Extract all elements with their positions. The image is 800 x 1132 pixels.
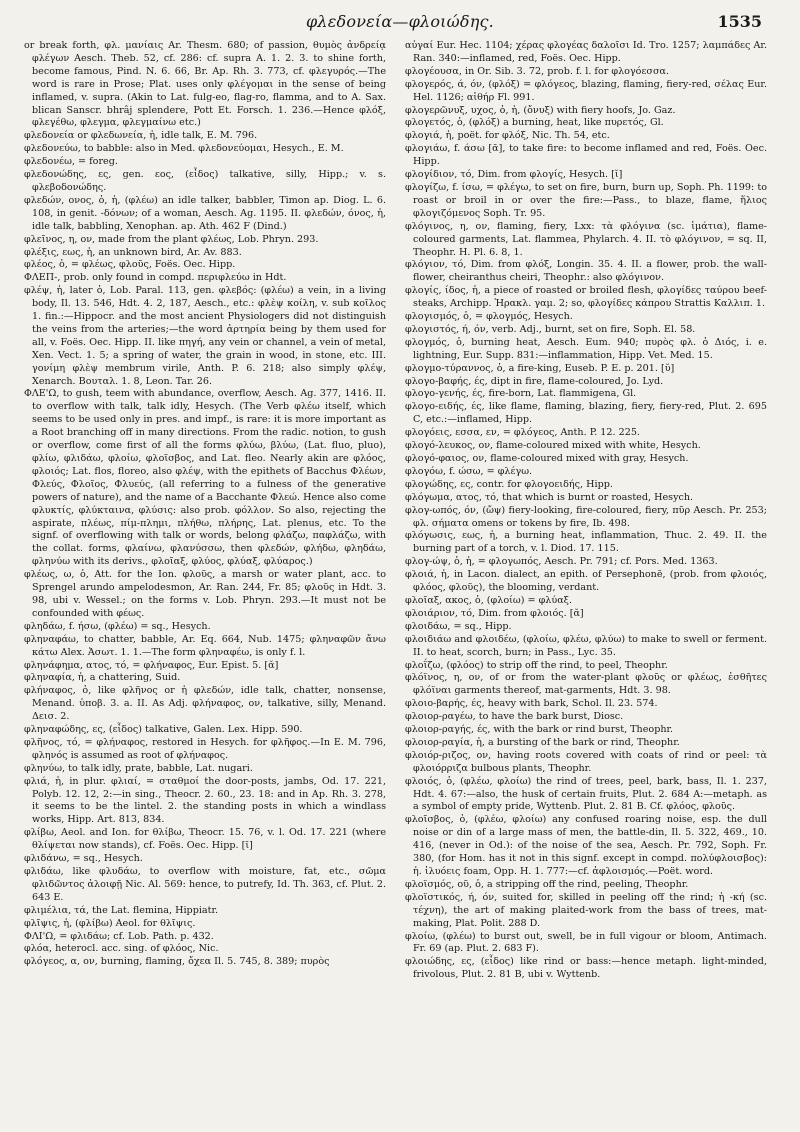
dictionary-entry: φλόα, heterocl. acc. sing. of φλόος, Nic. <box>24 943 219 955</box>
page-number: 1535 <box>717 12 762 31</box>
dictionary-entry: φλέξις, εως, ἡ, an unknown bird, Ar. Av. 883. <box>24 246 242 258</box>
dictionary-entry: φλέος, ὁ, = φλέως, φλοῦς, Foës. Oec. Hipp. <box>24 259 236 271</box>
dictionary-entry: φλόγωσις, εως, ἡ, a burning heat, inflammation, Thuc. 2. 49. II. the burning part of a torch, v. l. Diod. 17. 115. <box>405 530 767 555</box>
dictionary-entry: φλοιορ-ραγής, ές, with the bark or rind burst, Theophr. <box>405 724 674 736</box>
dictionary-entry: φλογετός, ὁ, (φλόξ) a burning, heat, like πυρετός, Gl. <box>405 117 664 129</box>
dictionary-entry: φλογ-ώψ, ὁ, ἡ, = φλογωπός, Aesch. Pr. 791; cf. Pors. Med. 1363. <box>405 556 718 568</box>
running-head: φλεδονεία—φλοιώδης. <box>306 12 494 31</box>
dictionary-entry: φλεδονεία or φλεδωνεία, ἡ, idle talk, E. M. 796. <box>24 130 258 142</box>
dictionary-entry: φλογόεις, εσσα, εν, = φλόγεος, Anth. P. 12. 225. <box>405 427 640 439</box>
dictionary-entry: φληνύω, to talk idly, prate, babble, Lat. nugari. <box>24 762 253 774</box>
dictionary-entry: φλογμός, ὁ, burning heat, Aesch. Eum. 940; πυρὸς φλ. ὁ Διός, i. e. lightning, Eur. Supp. 831:—inflammation, Hipp. Vet. Med. 15. <box>405 336 767 361</box>
dictionary-entry: φλογόω, f. ώσω, = φλέγω. <box>405 465 533 477</box>
dictionary-entry: φλεδονώδης, ες, gen. εος, (εἶδος) talkative, silly, Hipp.; v. s. φλεβοδονώδης. <box>24 169 386 193</box>
dictionary-entry: φληδάω, f. ήσω, (φλέω) = sq., Hesych. <box>24 620 211 632</box>
dictionary-entry: φλοῖσβος, ὁ, (φλέω, φλοίω) any confused roaring noise, esp. the dull noise or din of a large mass of men, the battle-din, Il. 5. 322, 469., 10. 416, (never in Od.): of the noise of the sea, Aesch. Pr. 792, Soph. Fr. 380, (for Hom. has it not in this signf. except in compd. πολύφλοισβος): ἡ. ἰλυόεις foam, Opp. H. 1. 777:—cf. ἀφλοισμός.—Poët. word. <box>405 814 767 877</box>
dictionary-entry: φλογιστός, ή, όν, verb. Adj., burnt, set on fire, Soph. El. 58. <box>405 323 696 335</box>
dictionary-entry: φλογιά, ἡ, poët. for φλόξ, Nic. Th. 54, etc. <box>405 130 610 142</box>
dictionary-entry: φλεδών, ονος, ὁ, ἡ, (φλέω) an idle talker, babbler, Timon ap. Diog. L. 6. 108, in genit. -δόνων; of a woman, Aesch. Ag. 1195. II. φλεδών, όνος, ἡ, idle talk, babbling, Xenophan. ap. Ath. 462 F (Dind.) <box>24 194 386 232</box>
dictionary-entry: φλοιορ-ραγέω, to have the bark burst, Diosc. <box>405 711 624 723</box>
dictionary-entry: φλοιο-βαρής, ές, heavy with bark, Schol. Il. 23. 574. <box>405 698 658 710</box>
dictionary-entry: φλοΐζω, (φλόος) to strip off the rind, to peel, Theophr. <box>405 659 668 671</box>
dictionary-entry: φλογώδης, ες, contr. for φλογοειδής, Hipp. <box>405 478 613 490</box>
dictionary-entry: φλῆνος, τό, = φλήναφος, restored in Hesych. for φλῆφος.—In E. M. 796, φληνός is assumed as root of φλήναφος. <box>24 736 386 761</box>
dictionary-entry: φλοιόρ-ριζος, ον, having roots covered with coats of rind or peel: τὰ φλοιόρριζα bulbous plants, Theophr. <box>405 749 767 774</box>
dictionary-entry: φλέψ, ἡ, later ὁ, Lob. Paral. 113, gen. φλεβός: (φλέω) a vein, in a living body, Il. 13. 546, Hdt. 4. 2, 187, Aesch., etc.: φλὲψ κοίλη, v. sub κοῖλος 1. fin.:—Hippocr. and the most ancient Physiologers did not distinguish the veins from the arteries;—the word ἀρτηρία being by them used for all, v. Foës. Oec. Hipp. II. like πηγή, any vein or channel, a vein of metal, Xen. Vect. 1. 5; a spring of water, the grain in wood, in stone, etc. III. γονίμη φλὲψ membrum virile, Anth. P. 6. 218; also simply φλέψ, Xenarch. Βουταλ. 1. 8, Leon. Tar. 26. <box>24 285 386 387</box>
dictionary-entry: φλοίω, (φλέω) to burst out, swell, be in full vigour or bloom, Antimach. Fr. 69 (ap. Plut. 2. 683 F). <box>405 930 767 955</box>
dictionary-entry: φλιμέλια, τά, the Lat. flemina, Hippiatr. <box>24 904 219 916</box>
left-column <box>24 40 386 1120</box>
dictionary-entry: φλογισμός, ὁ, = φλογμός, Hesych. <box>405 311 573 323</box>
dictionary-entry: φλογο-βαφής, ές, dipt in fire, flame-coloured, Jo. Lyd. <box>405 375 664 387</box>
dictionary-entry: φλόγιον, τό, Dim. from φλόξ, Longin. 35. 4. II. a flower, prob. the wall-flower, cheiranthus cheiri, Theophr.: also φλόγινον. <box>405 259 767 284</box>
dictionary-entry: φλοιώδης, ες, (εἶδος) like rind or bass:—hence metaph. light-minded, frivolous, Plut. 2. 81 B, ubi v. Wyttenb. <box>405 956 767 981</box>
dictionary-entry: φλοιδάω, = sq., Hipp. <box>405 620 512 632</box>
dictionary-entry: φλογερῶνυξ, υχος, ὁ, ἡ, (ὄνυξ) with fiery hoofs, Jo. Gaz. <box>405 104 676 116</box>
dictionary-entry: φλεδονεύω, to babble: also in Med. φλεδονεύομαι, Hesych., E. M. <box>24 143 344 155</box>
dictionary-entry: φλοϊσμός, οῦ, ὁ, a stripping off the rind, peeling, Theophr. <box>405 878 689 890</box>
dictionary-entry: φλογίζω, f. ίσω, = φλέγω, to set on fire, burn, burn up, Soph. Ph. 1199: to roast or broil in or over the fire:—Pass., to blaze, flame, ἥλιος φλογιζόμενος Soph. Tr. 95. <box>405 181 767 219</box>
dictionary-entry: φληνάφημα, ατος, τό, = φλήναφος, Eur. Epist. 5. [ᾰ] <box>24 659 279 671</box>
dictionary-entry: φλήναφος, ὁ, like φλῆνος or ἡ φλεδών, idle talk, chatter, nonsense, Menand. ὑποβ. 3. a. II. As Adj. φλήναφος, ον, talkative, silly, Menand. Δεισ. 2. <box>24 685 386 723</box>
dictionary-entry: ΦΛΕΠ-, prob. only found in compd. περιφλεύω in Hdt. <box>24 272 287 284</box>
dictionary-entry: φλέως, ω, ὁ, Att. for the Ion. φλοῦς, a marsh or water plant, acc. to Sprengel arundo ampelodesmon, Ar. Ran. 244, Fr. 85; φλοῦς in Hdt. 3. 98, ubi v. Wessel.; on the forms v. Lob. Phryn. 293.—It must not be confounded with φέως. <box>24 569 386 619</box>
dictionary-entry: φλίβω, Aeol. and Ion. for θλίβω, Theocr. 15. 76, v. l. Od. 17. 221 (where θλίψεται now stands), cf. Foës. Oec. Hipp. [ῑ] <box>24 827 386 852</box>
dictionary-entry: αὐγαί Eur. Hec. 1104; χέρας φλογέας δαλοῖσι Id. Tro. 1257; λαμπάδες Ar. Ran. 340:—inflamed, red, Foës. Oec. Hipp. <box>405 40 767 64</box>
dictionary-entry: φλόγινος, η, ον, flaming, fiery, Lxx: τὰ φλόγινα (sc. ἱμάτια), flame-coloured garments, Lat. flammea, Phylarch. 4. II. τὸ φλόγινον, = sq. II, Theophr. H. Pl. 6. 8, 1. <box>405 220 767 258</box>
dictionary-entry: φλογο-γενής, ές, fire-born, Lat. flammigena, Gl. <box>405 388 637 400</box>
dictionary-entry: φλεῖνος, η, ον, made from the plant φλέως, Lob. Phryn. 293. <box>24 233 319 245</box>
dictionary-entry: φλογ-ωπός, όν, (ὤψ) fiery-looking, fire-coloured, fiery, πῦρ Aesch. Pr. 253; φλ. σήματα omens or tokens by fire, Ib. 498. <box>405 504 767 529</box>
dictionary-entry: φλοιά, ἡ, in Lacon. dialect, an epith. of Persephonē, (prob. from φλοιός, φλόος, φλοῦς), the blooming, verdant. <box>405 569 767 594</box>
dictionary-entry: φλιδάνω, = sq., Hesych. <box>24 853 143 865</box>
dictionary-entry: φλογο-ειδής, ές, like flame, flaming, blazing, fiery, fiery-red, Plut. 2. 695 C, etc.:—inflamed, Hipp. <box>405 401 767 426</box>
dictionary-entry: ΦΛΙ'Ω, = φλιδάω; cf. Lob. Path. p. 432. <box>24 930 214 942</box>
dictionary-entry: φλογό-φαιος, ον, flame-coloured mixed with gray, Hesych. <box>405 453 689 464</box>
dictionary-entry: φλοῖαξ, ακος, ὁ, (φλοίω) = φλύαξ. <box>405 594 573 606</box>
dictionary-entry: φληναφάω, to chatter, babble, Ar. Eq. 664, Nub. 1475; φληναφῶν ἄνω κάτω Alex. Ἀσωτ. 1. 1.—The form φληναφέω, is only f. l. <box>24 633 386 658</box>
page-header <box>0 10 800 34</box>
dictionary-entry: φλογιάω, f. άσω [ᾱ], to take fire: to become inflamed and red, Foës. Oec. Hipp. <box>405 143 767 168</box>
dictionary-entry: ΦΛΕ'Ω, to gush, teem with abundance, overflow, Aesch. Ag. 377, 1416. II. to overflow with talk, talk idly, Hesych. (The Verb φλέω itself, which seems to be used only in pres. and impf., is rare: it is more important as a Root branching off in many directions. From the radic. notion, to gush or overflow, come first of all the forms φλύω, βλύω, (Lat. fluo, pluo), φλίω, φλιδάω, φλοίω, φλοῖσβος, and Lat. fleo. Nearly akin are φλόος, φλοιός; Lat. flos, floreo, also φλέψ, with the epithets of Bacchus Φλέων, Φλεύς, Φλοῖος, Φλυεύς, (all referring to a fulness of the generative powers of nature), and the name of a Bacchante Φλεώ. Hence also come φλυκτίς, φλύκταινα, φλύσις: also prob. φόλλον. So also, rejecting the aspirate, πλέως, πίμ-πλημι, πλήθω, πλήρης, Lat. plenus, etc. To the signf. of overflowing with talk or words, belong φλάζω, παφλάζω, with the collat. forms, φλαίνω, φλανύσσω, then φλεδών, φλήδω, φληδάω, φληνύω with its derivs., φλοῖαξ, φλύος, φλύαξ, φλύαρος.) <box>24 388 386 568</box>
dictionary-entry: φλιά, ἡ, in plur. φλιαί, = σταθμοί the door-posts, jambs, Od. 17. 221, Polyb. 12. 12, 2:—in sing., Theocr. 2. 60., 23. 18: and in Ap. Rh. 3. 278, it seems to be the lintel. 2. the standing posts in which a windlass works, Hipp. Art. 813, 834. <box>24 775 386 826</box>
dictionary-entry: φλόγεος, α, ον, burning, flaming, ὄχεα Il. 5. 745, 8. 389; πυρὸς <box>24 956 330 968</box>
dictionary-entry: φλεδονέω, = foreg. <box>24 156 118 168</box>
dictionary-entry: φλοιός, ὁ, (φλέω, φλοίω) the rind of trees, peel, bark, bass, Il. 1. 237, Hdt. 4. 67:—also, the husk of certain fruits, Plut. 2. 684 A:—metaph. as a symbol of empty pride, Wyttenb. Plut. 2. 81 B. Cf. φλόος, φλοῦς. <box>405 775 767 813</box>
dictionary-entry: φληναφία, ἡ, a chattering, Suid. <box>24 672 181 684</box>
dictionary-entry: φλογίδιον, τό, Dim. from φλογίς, Hesych. [ῐ] <box>405 169 623 181</box>
dictionary-entry: φλιδάω, like φλυδάω, to overflow with moisture, fat, etc., σῶμα φλιδῶντος ἀλοιφῇ Nic. Al. 569: hence, to putrefy, Id. Th. 363, cf. Plut. 2. 643 E. <box>24 866 386 903</box>
dictionary-entry: φλοιορ-ραγία, ἡ, a bursting of the bark or rind, Theophr. <box>405 736 680 748</box>
dictionary-entry: φλοιάριον, τό, Dim. from φλοιός. [ᾰ] <box>405 607 584 619</box>
dictionary-entry: φληναφώδης, ες, (εἶδος) talkative, Galen. Lex. Hipp. 590. <box>24 724 303 736</box>
dictionary-entry: φλογερός, ά, όν, (φλόξ) = φλόγεος, blazing, flaming, fiery-red, σέλας Eur. Hel. 1126; αἰθήρ Fl. 991. <box>405 78 767 103</box>
dictionary-entry: φλῖψις, ἡ, (φλίβω) Aeol. for θλῖψις. <box>24 917 196 929</box>
dictionary-entry: φλοιδιάω and φλοιδέω, (φλοίω, φλέω, φλύω) to make to swell or ferment. II. to heat, scorch, burn; in Pass., Lyc. 35. <box>405 633 767 658</box>
dictionary-entry: φλογέουσα, in Or. Sib. 3. 72, prob. f. l. for φλογόεσσα. <box>405 65 670 77</box>
dictionary-entry: φλόϊνος, η, ον, of or from the water-plant φλοῦς or φλέως, ἐσθῆτες φλόϊναι garments thereof, mat-garments, Hdt. 3. 98. <box>405 672 767 697</box>
dictionary-entry: φλοϊστικός, ή, όν, suited for, skilled in peeling off the rind; ἡ -κή (sc. τέχνη), the art of making plaited-work from the bass of trees, mat-making, Plat. Polit. 288 D. <box>405 891 767 929</box>
dictionary-entry: φλογμο-τύραννος, ὁ, a fire-king, Euseb. P. E. p. 201. [ῠ] <box>405 362 675 374</box>
dictionary-entry: φλογίς, ίδος, ἡ, a piece of roasted or broiled flesh, φλογίδες ταύρου beef-steaks, Archipp. Ἡρακλ. γαμ. 2; so, φλογίδες κάπρου Strattis Καλλιπ. 1. <box>405 285 767 310</box>
dictionary-entry: φλόγωμα, ατος, τό, that which is burnt or roasted, Hesych. <box>405 491 694 503</box>
right-column <box>405 40 767 1120</box>
dictionary-entry: φλογό-λευκος, ον, flame-coloured mixed with white, Hesych. <box>405 440 701 452</box>
dictionary-entry: or break forth, φλ. μανίαις Ar. Thesm. 680; of passion, θυμὸς ἀνδρείᾳ φλέγων Aesch. Theb. 52, cf. 286: cf. supra A. 1. 2. 3. to shine forth, become famous, Pind. N. 6. 66, Br. Ap. Rh. 3. 773, cf. φλεγυρός.—The word is rare in Prose; Plat. uses only φλέγομαι in the sense of being inflamed, v. supra. (Akin to Lat. fulg-eo, flag-ro, flamma, and to A. Sax. blican Sanscr. bhrâj splendere, Pott Et. Forsch. 1. 236.—Hence φλόξ, φλεγέθω, φλεγμα, φλεγμαίνω etc.) <box>24 40 386 129</box>
